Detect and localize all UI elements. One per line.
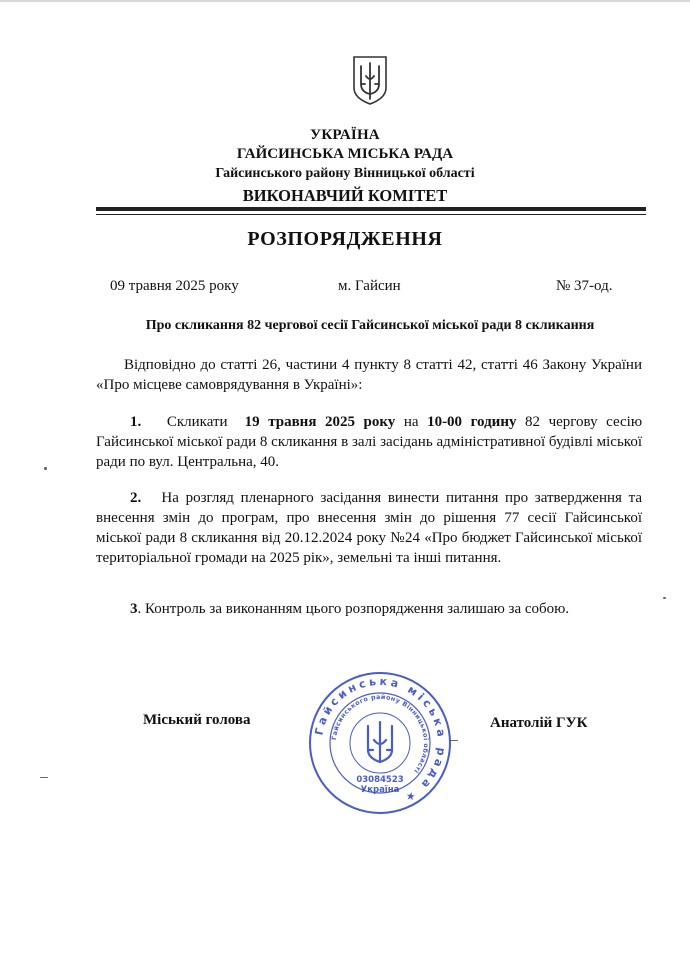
item-1-text-a: Скликати [166, 414, 228, 430]
signature-role: Міський голова [143, 712, 251, 728]
item-3-text: . Контроль за виконанням цього розпорядження залишаю за собою. [137, 601, 570, 617]
item-2-paragraph [96, 488, 642, 568]
official-stamp [305, 670, 455, 816]
header-council: ГАЙСИНСЬКА МІСЬКА РАДА [236, 146, 454, 162]
svg-text:03084523: 03084523 [356, 775, 404, 785]
header-divider-thin [96, 214, 646, 215]
item-1-text-c: 82 чергову сесію Гайсинської міської ради 8 скликання в залі засідань адміністративної будівлі міської ради по вул. Центральна, 40. [96, 414, 643, 470]
item-1-number: 1. [130, 414, 142, 430]
item-1-date: 19 травня 2025 року [244, 414, 396, 430]
header-divider-thick [96, 207, 646, 211]
header-district: Гайсинського району Вінницької області [215, 166, 475, 181]
scan-speck [450, 740, 458, 741]
trident-icon [351, 54, 389, 106]
document-subject: Про скликання 82 чергової сесії Гайсинської міської ради 8 скликання [145, 318, 595, 333]
scan-speck [40, 777, 48, 778]
item-2-text: На розгляд пленарного засідання винести питання про затвердження та внесення змін до програм, про внесення змін до рішення 77 сесії Гайсинської міської ради 8 скликання від 20.12.2024 року №24 «Про бюджет Гайсинської міської територіальної громади на 2025 рік», земельні та інші питання. [96, 490, 642, 566]
item-2-number: 2. [130, 490, 142, 506]
signature-name: Анатолій ГУК [490, 715, 588, 731]
svg-text:Гайсинська міська рада ★: Гайсинська міська рада ★ [312, 674, 449, 806]
item-3-paragraph [96, 599, 642, 619]
item-1-text-b: на [403, 414, 419, 430]
item-3-number: 3 [130, 601, 138, 617]
document-city: м. Гайсин [338, 278, 401, 294]
item-1-paragraph [96, 412, 642, 472]
intro-paragraph: Відповідно до статті 26, частини 4 пункту 8 статті 42, статті 46 Закону України «Про місцеве самоврядування в Україні»: [96, 357, 642, 393]
header-country: УКРАЇНА [310, 127, 380, 143]
item-1-time: 10-00 годину [427, 414, 517, 430]
scan-speck [44, 467, 47, 470]
svg-text:Україна: Україна [360, 785, 400, 795]
document-type: РОЗПОРЯДЖЕННЯ [247, 228, 443, 250]
document-number: № 37-од. [556, 278, 613, 294]
header-committee: ВИКОНАВЧИЙ КОМІТЕТ [242, 186, 448, 205]
document-date: 09 травня 2025 року [110, 278, 239, 294]
svg-text:Гайсинського району Вінницької: Гайсинського району Вінницької області [330, 692, 431, 776]
scan-edge [0, 0, 690, 2]
scan-speck [663, 597, 666, 599]
